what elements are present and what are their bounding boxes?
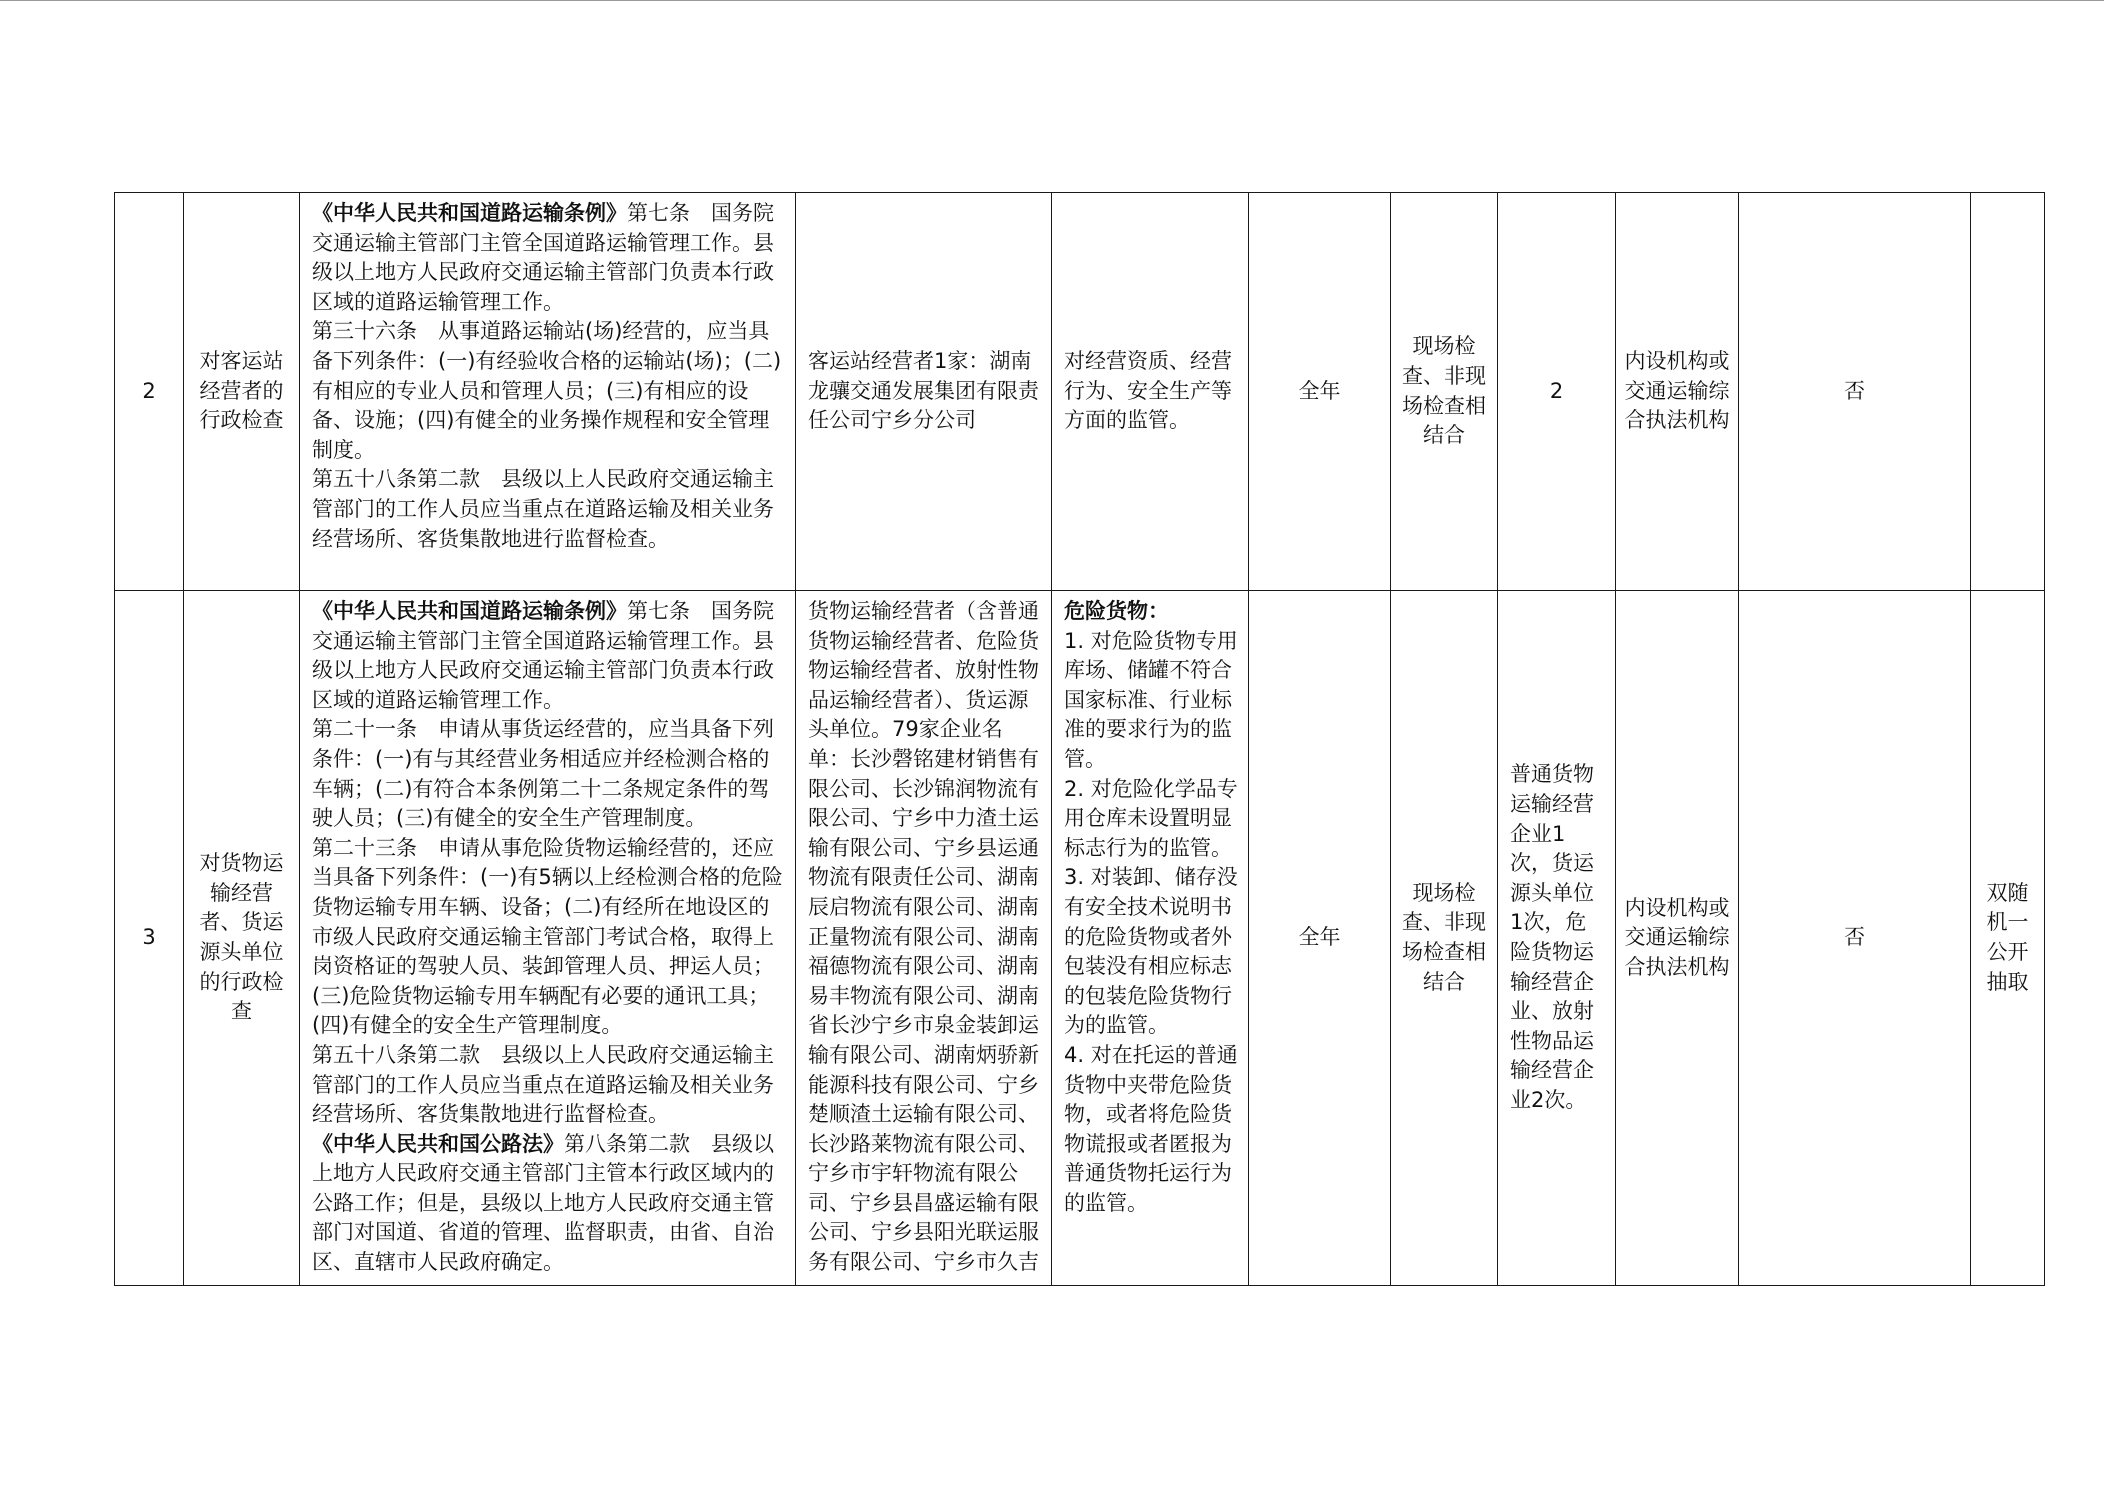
- table-row: [115, 591, 2045, 1286]
- inspection-method: 现场检查、非现场检查相结合: [1391, 193, 1498, 591]
- remark: [1971, 193, 2045, 591]
- legal-basis: [300, 591, 796, 1286]
- row-number: 3: [115, 591, 184, 1286]
- row-number: 2: [115, 193, 184, 591]
- inspection-agency: 内设机构或交通运输综合执法机构: [1616, 591, 1739, 1286]
- inspection-table: [114, 192, 2045, 1286]
- basis-paragraph: 《中华人民共和国公路法》第八条第二款 县级以上地方人民政府交通主管部门主管本行政区域内的公路工作；但是，县级以上地方人民政府交通主管部门对国道、省道的管理、监督职责，由省、自治区、直辖市人民政府确定。: [312, 1131, 774, 1275]
- basis-paragraph: 《中华人民共和国道路运输条例》第七条 国务院交通运输主管部门主管全国道路运输管理工作。县级以上地方人民政府交通运输主管部门负责本行政区域的道路运输管理工作。: [312, 599, 774, 712]
- inspection-agency: 内设机构或交通运输综合执法机构: [1616, 193, 1739, 591]
- remark: 双随机一公开抽取: [1971, 591, 2045, 1286]
- content-line: 3. 对装卸、储存没有安全技术说明书的危险货物或者外包装没有相应标志的包装危险货物行为的监管。: [1064, 865, 1238, 1038]
- basis-paragraph: 第二十三条 申请从事危险货物运输经营的，还应当具备下列条件：(一)有5辆以上经检测合格的危险货物运输专用车辆、设备；(二)有经所在地设区的市级人民政府交通运输主管部门考试合格，取得上岗资格证的驾驶人员、装卸管理人员、押运人员；(三)危险货物运输专用车辆配有必要的通讯工具；(四)有健全的安全生产管理制度。: [312, 835, 783, 1038]
- basis-paragraph: 《中华人民共和国道路运输条例》第七条 国务院交通运输主管部门主管全国道路运输管理工作。县级以上地方人民政府交通运输主管部门负责本行政区域的道路运输管理工作。: [312, 201, 774, 314]
- basis-paragraph: 第五十八条第二款 县级以上人民政府交通运输主管部门的工作人员应当重点在道路运输及相关业务经营场所、客货集散地进行监督检查。: [312, 467, 774, 551]
- content-line: 对经营资质、经营行为、安全生产等方面的监管。: [1064, 349, 1232, 433]
- basis-paragraph: 第五十八条第二款 县级以上人民政府交通运输主管部门的工作人员应当重点在道路运输及相关业务经营场所、客货集散地进行监督检查。: [312, 1042, 774, 1127]
- inspection-object: 客运站经营者1家：湖南龙骧交通发展集团有限责任公司宁乡分公司: [796, 193, 1052, 591]
- inspection-frequency: 2: [1498, 193, 1616, 591]
- content-line: 4. 对在托运的普通货物中夹带危险货物，或者将危险货物谎报或者匿报为普通货物托运行为的监管。: [1064, 1042, 1238, 1215]
- inspection-period: 全年: [1249, 591, 1391, 1286]
- object-text: 货物运输经营者（含普通货物运输经营者、危险货物运输经营者、放射性物品运输经营者）、货运源头单位。79家企业名单：长沙磬铭建材销售有限公司、长沙锦润物流有限公司、宁乡中力渣土运输有限公司、宁乡县运通物流有限责任公司、湖南辰启物流有限公司、湖南正量物流有限公司、湖南福德物流有限公司、湖南易丰物流有限公司、湖南省长沙宁乡市泉金装卸运输有限公司、湖南炳骄新能源科技有限公司、宁乡楚顺渣土运输有限公司、长沙路莱物流有限公司、宁乡市宇轩物流有限公司、宁乡县昌盛运输有限公司、宁乡县阳光联运服务有限公司、宁乡市久吉: [808, 599, 1039, 1275]
- joint-inspection: 否: [1739, 193, 1971, 591]
- inspection-content: [1052, 193, 1249, 591]
- inspection-frequency: 普通货物运输经营企业1次，货运源头单位1次，危险货物运输经营企业、放射性物品运输经营企业2次。: [1498, 591, 1616, 1286]
- inspection-period: 全年: [1249, 193, 1391, 591]
- basis-paragraph: 第三十六条 从事道路运输站(场)经营的，应当具备下列条件：(一)有经验收合格的运输站(场)；(二)有相应的专业人员和管理人员；(三)有相应的设备、设施；(四)有健全的业务操作规程和安全管理制度。: [312, 319, 782, 462]
- basis-paragraph: 第二十一条 申请从事货运经营的，应当具备下列条件：(一)有与其经营业务相适应并经检测合格的车辆；(二)有符合本条例第二十二条规定条件的驾驶人员；(三)有健全的安全生产管理制度。: [312, 717, 774, 831]
- content-line: 1. 对危险货物专用库场、储罐不符合国家标准、行业标准的要求行为的监管。: [1064, 628, 1238, 771]
- inspection-method: 现场检查、非现场检查相结合: [1391, 591, 1498, 1286]
- inspection-content: [1052, 591, 1249, 1286]
- content-line: 2. 对危险化学品专用仓库未设置明显标志行为的监管。: [1064, 776, 1238, 860]
- inspection-item: 对客运站经营者的行政检查: [184, 193, 300, 591]
- content-title: 危险货物：: [1064, 599, 1169, 623]
- inspection-item: 对货物运输经营者、货运源头单位的行政检查: [184, 591, 300, 1286]
- legal-basis: [300, 193, 796, 591]
- table-row: [115, 193, 2045, 591]
- joint-inspection: 否: [1739, 591, 1971, 1286]
- inspection-object: [796, 591, 1052, 1286]
